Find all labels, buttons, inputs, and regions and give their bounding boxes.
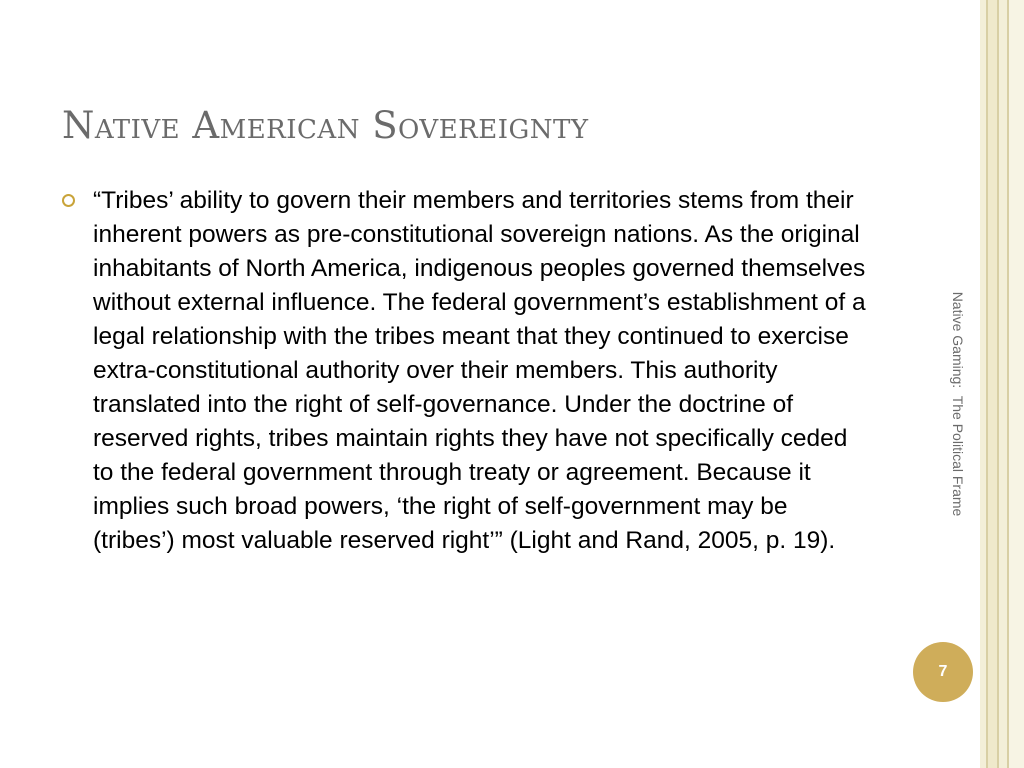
right-border-stripe [999,0,1007,768]
slide-title: Native American Sovereignty [62,104,589,147]
hollow-circle-bullet-icon [62,194,75,207]
slide-body [62,184,872,558]
right-border-stripe [988,0,997,768]
right-border-stripe [1009,0,1024,768]
bullet-item [62,184,872,558]
page-number-badge: 7 [913,642,973,702]
vertical-footer-text: Native Gaming: The Political Frame [950,291,966,517]
bullet-text: “Tribes’ ability to govern their members and territories stems from their inherent powers as pre-constitutional sovereign nations. As the original inhabitants of North America, indigenous peoples governed themselves without external influence. The federal government’s establishment of a legal relationship with the tribes meant that they continued to exercise extra-constitutional authority over their members. This authority translated into the right of self-governance. Under the doctrine of reserved rights, tribes maintain rights they have not specifically ceded to the federal government through treaty or agreement. Because it implies such broad powers, ‘the right of self-government may be (tribes’) most valuable reserved right’” (Light and Rand, 2005, p. 19). [93,187,866,554]
